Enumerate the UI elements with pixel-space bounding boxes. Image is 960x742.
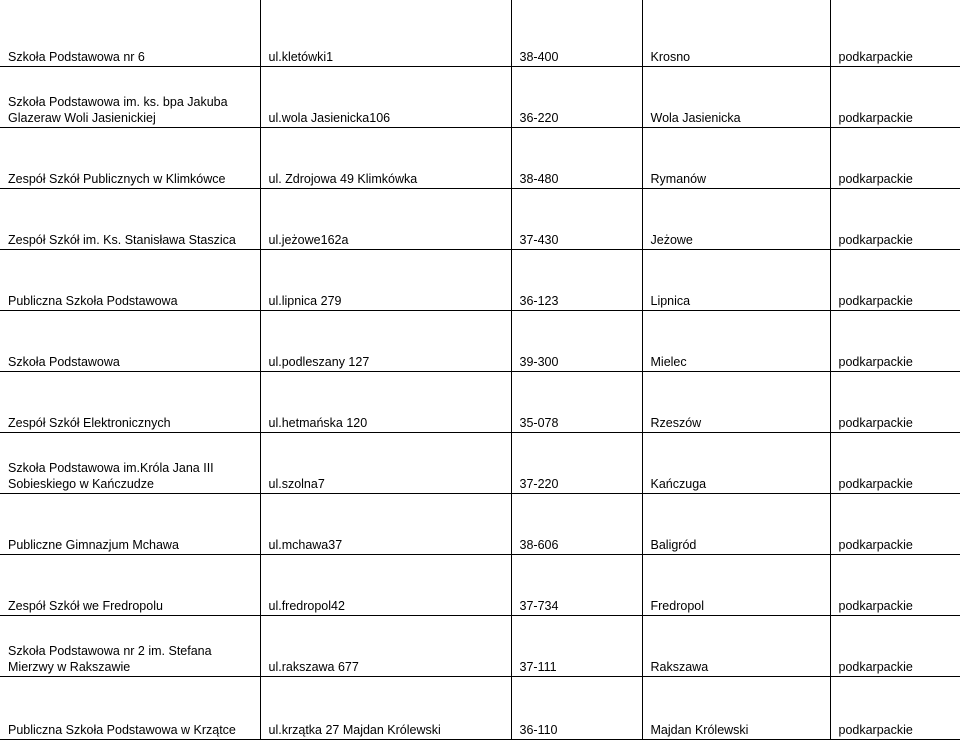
school-name-cell-text: Szkoła Podstawowa im.Króla Jana III Sobieskiego w Kańczudze <box>8 460 214 491</box>
table-row <box>0 371 960 432</box>
region-cell-text: podkarpackie <box>838 110 913 125</box>
region-cell <box>830 554 960 615</box>
city-cell <box>642 676 830 739</box>
region-cell <box>830 0 960 66</box>
school-name-cell-text: Zespół Szkół im. Ks. Stanisława Staszica <box>8 232 236 247</box>
address-cell-text: ul.podleszany 127 <box>268 354 370 369</box>
postal-code-cell <box>511 249 642 310</box>
city-cell <box>642 432 830 493</box>
postal-code-cell-text: 37-430 <box>519 232 559 247</box>
city-cell-text: Rzeszów <box>650 415 702 430</box>
address-cell <box>260 493 511 554</box>
region-cell <box>830 676 960 739</box>
city-cell <box>642 310 830 371</box>
postal-code-cell <box>511 432 642 493</box>
postal-code-cell-text: 36-123 <box>519 293 559 308</box>
table-row <box>0 127 960 188</box>
region-cell-text: podkarpackie <box>838 171 913 186</box>
address-cell <box>260 66 511 127</box>
address-cell-text: ul.hetmańska 120 <box>268 415 368 430</box>
region-cell <box>830 66 960 127</box>
region-cell <box>830 615 960 676</box>
school-name-cell-text: Szkoła Podstawowa nr 6 <box>8 49 145 64</box>
postal-code-cell <box>511 310 642 371</box>
region-cell-text: podkarpackie <box>838 722 913 737</box>
city-cell <box>642 66 830 127</box>
school-name-cell-text: Zespół Szkół Elektronicznych <box>8 415 171 430</box>
address-cell <box>260 310 511 371</box>
city-cell <box>642 371 830 432</box>
school-name-cell-text: Publiczna Szkoła Podstawowa <box>8 293 178 308</box>
table-row <box>0 676 960 739</box>
city-cell-text: Jeżowe <box>650 232 693 247</box>
school-name-cell-text: Szkoła Podstawowa nr 2 im. Stefana Mierzwy w Rakszawie <box>8 643 212 674</box>
postal-code-cell <box>511 493 642 554</box>
postal-code-cell <box>511 554 642 615</box>
school-name-cell <box>0 554 260 615</box>
address-cell <box>260 249 511 310</box>
address-cell <box>260 432 511 493</box>
postal-code-cell-text: 38-400 <box>519 49 559 64</box>
postal-code-cell-text: 37-220 <box>519 476 559 491</box>
school-name-cell-text: Szkoła Podstawowa <box>8 354 120 369</box>
region-cell <box>830 310 960 371</box>
table-row <box>0 493 960 554</box>
postal-code-cell <box>511 0 642 66</box>
school-name-cell-text: Publiczne Gimnazjum Mchawa <box>8 537 179 552</box>
postal-code-cell-text: 36-220 <box>519 110 559 125</box>
region-cell <box>830 127 960 188</box>
postal-code-cell-text: 38-480 <box>519 171 559 186</box>
table-row <box>0 188 960 249</box>
region-cell-text: podkarpackie <box>838 537 913 552</box>
address-cell <box>260 188 511 249</box>
city-cell <box>642 554 830 615</box>
region-cell-text: podkarpackie <box>838 49 913 64</box>
school-name-cell-text: Zespół Szkół Publicznych w Klimkówce <box>8 171 226 186</box>
school-name-cell <box>0 615 260 676</box>
city-cell-text: Mielec <box>650 354 687 369</box>
city-cell <box>642 0 830 66</box>
region-cell <box>830 432 960 493</box>
postal-code-cell <box>511 188 642 249</box>
table-row <box>0 66 960 127</box>
city-cell-text: Lipnica <box>650 293 691 308</box>
school-name-cell <box>0 371 260 432</box>
city-cell-text: Fredropol <box>650 598 704 613</box>
table-row <box>0 310 960 371</box>
region-cell <box>830 371 960 432</box>
region-cell <box>830 493 960 554</box>
city-cell <box>642 615 830 676</box>
city-cell-text: Wola Jasienicka <box>650 110 741 125</box>
address-cell <box>260 676 511 739</box>
address-cell <box>260 127 511 188</box>
region-cell-text: podkarpackie <box>838 293 913 308</box>
postal-code-cell-text: 38-606 <box>519 537 559 552</box>
region-cell <box>830 188 960 249</box>
address-cell-text: ul.fredropol42 <box>268 598 345 613</box>
region-cell <box>830 249 960 310</box>
table-row <box>0 249 960 310</box>
school-name-cell <box>0 188 260 249</box>
address-cell-text: ul. Zdrojowa 49 Klimkówka <box>268 171 418 186</box>
address-cell <box>260 615 511 676</box>
address-cell <box>260 0 511 66</box>
city-cell <box>642 249 830 310</box>
city-cell <box>642 127 830 188</box>
city-cell-text: Rakszawa <box>650 659 709 674</box>
region-cell-text: podkarpackie <box>838 232 913 247</box>
school-name-cell <box>0 310 260 371</box>
city-cell <box>642 493 830 554</box>
address-cell-text: ul.szolna7 <box>268 476 325 491</box>
postal-code-cell-text: 37-734 <box>519 598 559 613</box>
address-cell-text: ul.mchawa37 <box>268 537 343 552</box>
school-name-cell-text: Szkoła Podstawowa im. ks. bpa Jakuba Glazeraw Woli Jasienickiej <box>8 94 228 125</box>
postal-code-cell <box>511 66 642 127</box>
city-cell-text: Kańczuga <box>650 476 707 491</box>
school-name-cell <box>0 249 260 310</box>
address-cell <box>260 371 511 432</box>
region-cell-text: podkarpackie <box>838 476 913 491</box>
postal-code-cell <box>511 371 642 432</box>
address-cell-text: ul.krzątka 27 Majdan Królewski <box>268 722 441 737</box>
city-cell-text: Krosno <box>650 49 691 64</box>
postal-code-cell <box>511 615 642 676</box>
address-cell-text: ul.lipnica 279 <box>268 293 342 308</box>
school-name-cell <box>0 0 260 66</box>
school-name-cell <box>0 676 260 739</box>
address-cell-text: ul.wola Jasienicka106 <box>268 110 391 125</box>
city-cell <box>642 188 830 249</box>
school-name-cell-text: Zespół Szkół we Fredropolu <box>8 598 163 613</box>
table-row <box>0 554 960 615</box>
region-cell-text: podkarpackie <box>838 354 913 369</box>
postal-code-cell-text: 35-078 <box>519 415 559 430</box>
table-row <box>0 0 960 66</box>
city-cell-text: Baligród <box>650 537 697 552</box>
postal-code-cell-text: 37-111 <box>519 659 557 674</box>
postal-code-cell-text: 36-110 <box>519 722 558 737</box>
school-name-cell-text: Publiczna Szkoła Podstawowa w Krzątce <box>8 722 236 737</box>
city-cell-text: Majdan Królewski <box>650 722 749 737</box>
region-cell-text: podkarpackie <box>838 659 913 674</box>
address-cell <box>260 554 511 615</box>
address-cell-text: ul.jeżowe162a <box>268 232 349 247</box>
address-cell-text: ul.rakszawa 677 <box>268 659 359 674</box>
region-cell-text: podkarpackie <box>838 598 913 613</box>
school-name-cell <box>0 493 260 554</box>
address-cell-text: ul.kletówki1 <box>268 49 334 64</box>
region-cell-text: podkarpackie <box>838 415 913 430</box>
table-row <box>0 615 960 676</box>
school-name-cell <box>0 66 260 127</box>
postal-code-cell <box>511 127 642 188</box>
school-name-cell <box>0 432 260 493</box>
school-name-cell <box>0 127 260 188</box>
table-row <box>0 432 960 493</box>
city-cell-text: Rymanów <box>650 171 707 186</box>
postal-code-cell <box>511 676 642 739</box>
postal-code-cell-text: 39-300 <box>519 354 559 369</box>
